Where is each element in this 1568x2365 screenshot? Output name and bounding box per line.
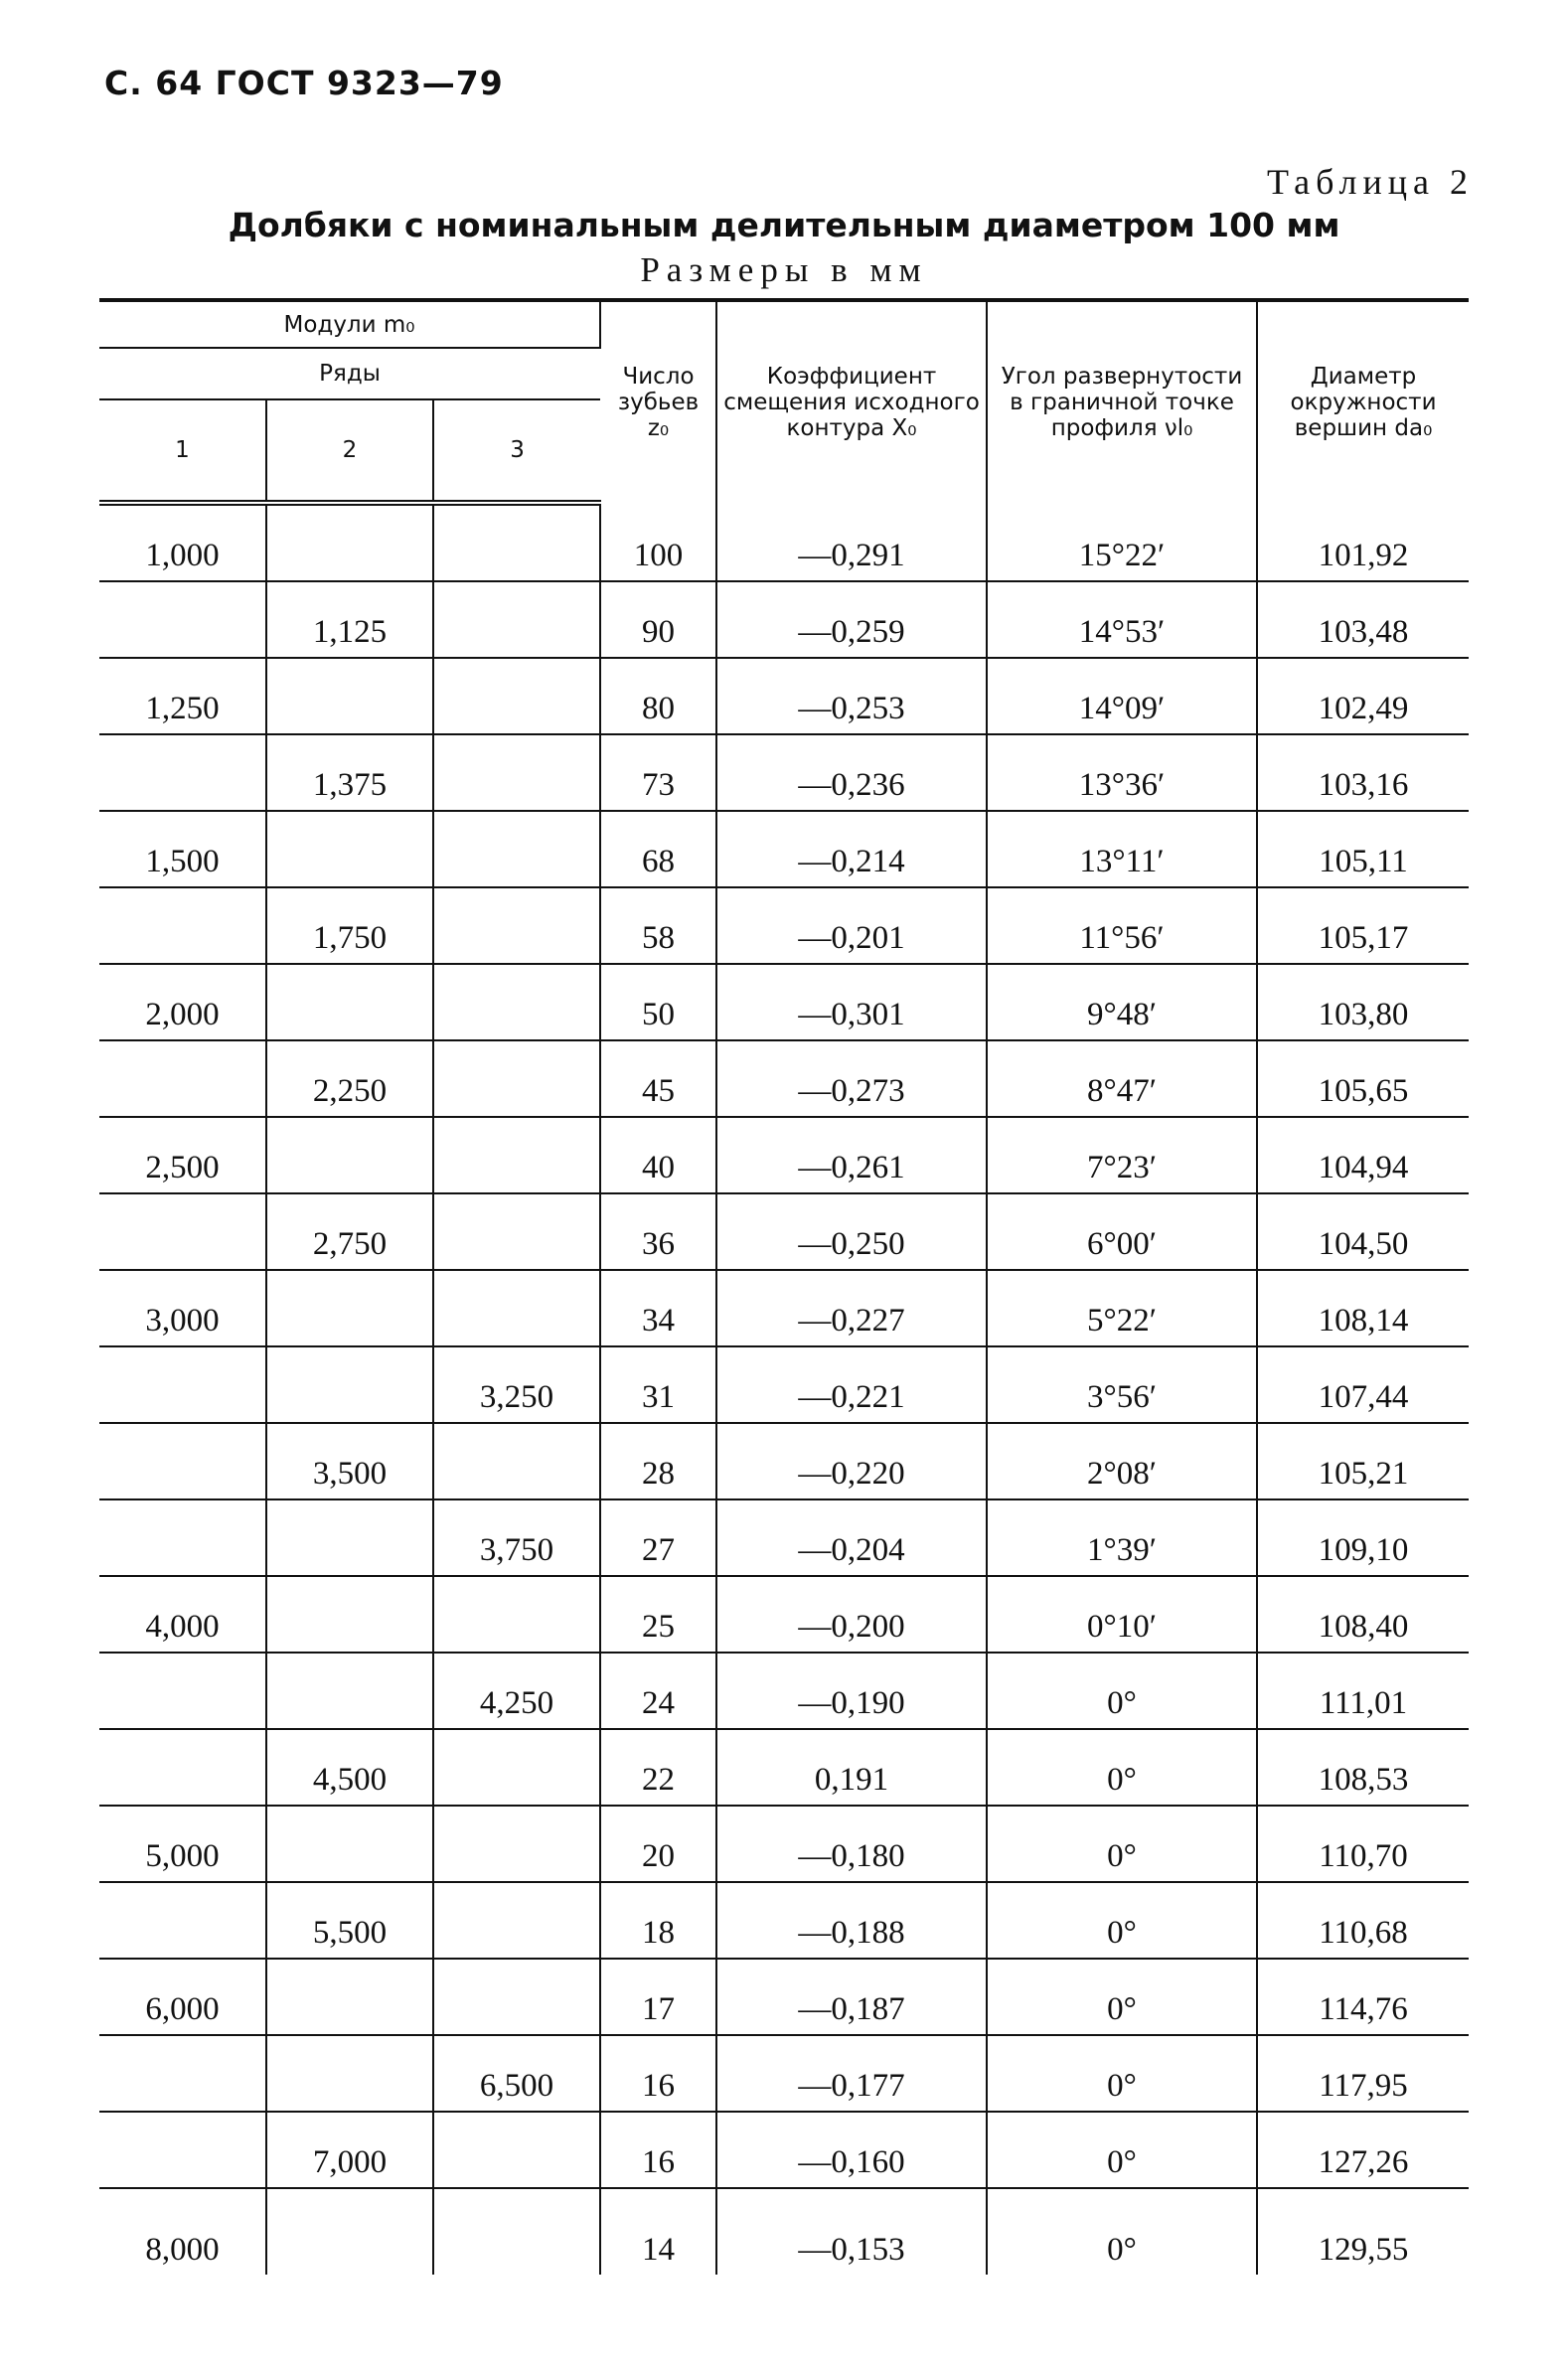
- table-row: [99, 1499, 1469, 1576]
- module-row-2-cell: 4,500: [266, 1729, 433, 1806]
- module-row-2-cell: [266, 1653, 433, 1729]
- angle-cell: 5°22′: [987, 1270, 1257, 1346]
- table-row: [99, 1729, 1469, 1806]
- table-row: [99, 2112, 1469, 2188]
- module-row-3-cell: [433, 734, 600, 811]
- module-row-1-cell: 2,500: [99, 1117, 266, 1193]
- teeth-count-cell: 20: [600, 1806, 716, 1882]
- teeth-count-cell: 27: [600, 1499, 716, 1576]
- module-row-3-cell: [433, 1193, 600, 1270]
- teeth-count-cell: 68: [600, 811, 716, 887]
- diameter-cell: 104,50: [1257, 1193, 1469, 1270]
- gear-shaper-cutters-table: [99, 298, 1469, 2275]
- module-row-1-cell: 3,000: [99, 1270, 266, 1346]
- module-row-3-cell: [433, 1270, 600, 1346]
- diameter-cell: 102,49: [1257, 658, 1469, 734]
- module-row-3-cell: 6,500: [433, 2035, 600, 2112]
- angle-cell: 14°53′: [987, 581, 1257, 658]
- angle-cell: 3°56′: [987, 1346, 1257, 1423]
- table-row: [99, 1270, 1469, 1346]
- module-row-1-cell: 8,000: [99, 2188, 266, 2275]
- module-row-2-cell: 1,375: [266, 734, 433, 811]
- module-row-2-cell: [266, 1959, 433, 2035]
- module-row-3-cell: [433, 658, 600, 734]
- module-row-1-cell: 1,250: [99, 658, 266, 734]
- angle-cell: 0°: [987, 2035, 1257, 2112]
- module-row-1-cell: [99, 1193, 266, 1270]
- table-row: [99, 1040, 1469, 1117]
- module-row-3-cell: [433, 1806, 600, 1882]
- module-row-1-cell: [99, 1499, 266, 1576]
- table-row: [99, 1346, 1469, 1423]
- diameter-cell: 103,80: [1257, 964, 1469, 1040]
- teeth-count-cell: 58: [600, 887, 716, 964]
- coefficient-cell: —0,236: [716, 734, 987, 811]
- diameter-cell: 103,48: [1257, 581, 1469, 658]
- angle-cell: 8°47′: [987, 1040, 1257, 1117]
- teeth-count-cell: 73: [600, 734, 716, 811]
- table-row: [99, 1423, 1469, 1499]
- module-row-2-cell: [266, 2035, 433, 2112]
- table-label: Таблица 2: [1267, 162, 1474, 202]
- module-row-3-cell: [433, 1423, 600, 1499]
- table-row: [99, 1117, 1469, 1193]
- table-row: [99, 1806, 1469, 1882]
- angle-cell: 0°: [987, 1653, 1257, 1729]
- angle-header: Угол развернутости в граничной точке профиля νl₀: [987, 300, 1257, 503]
- module-row-3-cell: [433, 2112, 600, 2188]
- coefficient-cell: —0,187: [716, 1959, 987, 2035]
- module-row-2-cell: [266, 1576, 433, 1653]
- coefficient-cell: —0,259: [716, 581, 987, 658]
- coefficient-cell: —0,201: [716, 887, 987, 964]
- module-row-3-cell: [433, 1117, 600, 1193]
- table-row: [99, 734, 1469, 811]
- module-row-1-cell: [99, 1653, 266, 1729]
- teeth-count-cell: 16: [600, 2112, 716, 2188]
- coefficient-cell: —0,200: [716, 1576, 987, 1653]
- row-1-header: 1: [99, 399, 266, 503]
- angle-cell: 9°48′: [987, 964, 1257, 1040]
- teeth-count-cell: 25: [600, 1576, 716, 1653]
- module-row-2-cell: [266, 1499, 433, 1576]
- module-row-1-cell: [99, 1346, 266, 1423]
- module-row-2-cell: 2,250: [266, 1040, 433, 1117]
- angle-cell: 14°09′: [987, 658, 1257, 734]
- rows-group-header: Ряды: [99, 348, 600, 399]
- coefficient-cell: —0,190: [716, 1653, 987, 1729]
- module-row-3-cell: [433, 811, 600, 887]
- page-header: С. 64 ГОСТ 9323—79: [104, 64, 504, 102]
- table-body: [99, 503, 1469, 2275]
- angle-cell: 0°: [987, 2188, 1257, 2275]
- diameter-cell: 127,26: [1257, 2112, 1469, 2188]
- module-row-1-cell: [99, 1423, 266, 1499]
- module-row-1-cell: [99, 2035, 266, 2112]
- diameter-cell: 129,55: [1318, 2232, 1409, 2268]
- module-row-2-cell: 1,125: [266, 581, 433, 658]
- module-row-1-cell: [99, 887, 266, 964]
- teeth-count-cell: 36: [600, 1193, 716, 1270]
- module-row-3-cell: [433, 1576, 600, 1653]
- table-row: [99, 1653, 1469, 1729]
- coefficient-cell: 0,191: [716, 1729, 987, 1806]
- diameter-cell: 104,94: [1257, 1117, 1469, 1193]
- diameter-cell: 105,17: [1257, 887, 1469, 964]
- coefficient-cell: —0,153: [716, 2188, 987, 2275]
- diameter-cell: 117,95: [1257, 2035, 1469, 2112]
- module-row-2-cell: 7,000: [266, 2112, 433, 2188]
- teeth-count-cell: 34: [600, 1270, 716, 1346]
- teeth-count-cell: 45: [600, 1040, 716, 1117]
- module-row-1-cell: 1,000: [99, 503, 266, 581]
- coefficient-cell: —0,250: [716, 1193, 987, 1270]
- diameter-cell: 108,53: [1257, 1729, 1469, 1806]
- coefficient-cell: —0,253: [716, 658, 987, 734]
- module-row-1-cell: 5,000: [99, 1806, 266, 1882]
- row-3-header: 3: [433, 399, 600, 503]
- module-row-3-cell: 3,750: [433, 1499, 600, 1576]
- teeth-count-cell: 80: [600, 658, 716, 734]
- teeth-count-cell: 14: [600, 2188, 716, 2275]
- module-row-2-cell: 1,750: [266, 887, 433, 964]
- module-row-3-cell: 3,250: [433, 1346, 600, 1423]
- angle-cell: 6°00′: [987, 1193, 1257, 1270]
- module-row-3-cell: [433, 964, 600, 1040]
- module-row-3-cell: [433, 1040, 600, 1117]
- diameter-cell: 110,68: [1257, 1882, 1469, 1959]
- module-row-2-cell: [266, 1346, 433, 1423]
- table-row: [99, 2035, 1469, 2112]
- units-caption: Размеры в мм: [640, 250, 928, 289]
- table-row: [99, 581, 1469, 658]
- angle-cell: 0°: [987, 1729, 1257, 1806]
- diameter-cell: 105,11: [1257, 811, 1469, 887]
- coefficient-cell: —0,301: [716, 964, 987, 1040]
- module-row-1-cell: 1,500: [99, 811, 266, 887]
- coefficient-cell: —0,177: [716, 2035, 987, 2112]
- angle-cell: 1°39′: [987, 1499, 1257, 1576]
- table-title: Долбяки с номинальным делительным диаметром 100 мм: [228, 206, 1340, 244]
- diameter-cell: 107,44: [1257, 1346, 1469, 1423]
- table-row: [99, 503, 1469, 581]
- teeth-count-cell: 18: [600, 1882, 716, 1959]
- module-row-3-cell: [433, 581, 600, 658]
- module-row-1-cell: [99, 581, 266, 658]
- diameter-cell: 105,21: [1257, 1423, 1469, 1499]
- module-row-1-cell: 4,000: [99, 1576, 266, 1653]
- teeth-count-cell: 40: [600, 1117, 716, 1193]
- teeth-count-cell: 24: [600, 1653, 716, 1729]
- module-row-2-cell: [266, 2188, 433, 2275]
- module-row-2-cell: [266, 964, 433, 1040]
- angle-cell: 7°23′: [987, 1117, 1257, 1193]
- module-row-3-cell: [433, 503, 600, 581]
- diameter-cell: 101,92: [1257, 503, 1469, 581]
- diameter-cell: 108,40: [1257, 1576, 1469, 1653]
- teeth-count-cell: 31: [600, 1346, 716, 1423]
- angle-cell: 0°: [987, 1959, 1257, 2035]
- table-row: [99, 658, 1469, 734]
- coefficient-cell: —0,261: [716, 1117, 987, 1193]
- table-row: [99, 1576, 1469, 1653]
- diameter-header: Диаметр окружности вершин da₀: [1257, 300, 1469, 503]
- diameter-cell: 108,14: [1257, 1270, 1469, 1346]
- module-row-1-cell: 6,000: [99, 1959, 266, 2035]
- module-row-1-cell: [99, 734, 266, 811]
- module-row-1-cell: 2,000: [99, 964, 266, 1040]
- table-row: [99, 1959, 1469, 2035]
- module-row-2-cell: 5,500: [266, 1882, 433, 1959]
- diameter-cell: 111,01: [1257, 1653, 1469, 1729]
- module-row-3-cell: [433, 1882, 600, 1959]
- module-row-3-cell: [433, 2188, 600, 2275]
- diameter-cell: 114,76: [1257, 1959, 1469, 2035]
- teeth-count-cell: 22: [600, 1729, 716, 1806]
- module-row-3-cell: [433, 1959, 600, 2035]
- coefficient-cell: —0,188: [716, 1882, 987, 1959]
- coefficient-cell: —0,180: [716, 1806, 987, 1882]
- module-row-1-cell: [99, 1040, 266, 1117]
- angle-cell: 2°08′: [987, 1423, 1257, 1499]
- coefficient-cell: —0,214: [716, 811, 987, 887]
- angle-cell: 13°36′: [987, 734, 1257, 811]
- table-row: [99, 1882, 1469, 1959]
- teeth-count-cell: 17: [600, 1959, 716, 2035]
- coefficient-cell: —0,204: [716, 1499, 987, 1576]
- module-row-2-cell: [266, 658, 433, 734]
- module-row-1-cell: [99, 1882, 266, 1959]
- modules-header: Модули m₀: [99, 300, 600, 348]
- module-row-2-cell: 3,500: [266, 1423, 433, 1499]
- teeth-count-cell: 50: [600, 964, 716, 1040]
- coefficient-cell: —0,227: [716, 1270, 987, 1346]
- teeth-count-cell: 16: [600, 2035, 716, 2112]
- module-row-2-cell: [266, 1270, 433, 1346]
- angle-cell: 0°: [987, 1882, 1257, 1959]
- module-row-2-cell: [266, 1806, 433, 1882]
- teeth-count-cell: 100: [600, 503, 716, 581]
- angle-cell: 11°56′: [987, 887, 1257, 964]
- teeth-count-cell: 90: [600, 581, 716, 658]
- angle-cell: 0°: [987, 2112, 1257, 2188]
- module-row-1-cell: [99, 2112, 266, 2188]
- angle-cell: 13°11′: [987, 811, 1257, 887]
- table-row: [99, 811, 1469, 887]
- module-row-3-cell: 4,250: [433, 1653, 600, 1729]
- table-row: [99, 2188, 1469, 2275]
- coefficient-cell: —0,273: [716, 1040, 987, 1117]
- module-row-2-cell: 2,750: [266, 1193, 433, 1270]
- module-row-1-cell: [99, 1729, 266, 1806]
- coefficient-cell: —0,221: [716, 1346, 987, 1423]
- diameter-cell: 109,10: [1257, 1499, 1469, 1576]
- table-row: [99, 964, 1469, 1040]
- diameter-cell: 110,70: [1257, 1806, 1469, 1882]
- table-row: [99, 1193, 1469, 1270]
- diameter-cell: 103,16: [1257, 734, 1469, 811]
- teeth-count-cell: 28: [600, 1423, 716, 1499]
- angle-cell: 0°: [987, 1806, 1257, 1882]
- coefficient-cell: —0,220: [716, 1423, 987, 1499]
- row-2-header: 2: [266, 399, 433, 503]
- angle-cell: 0°10′: [987, 1576, 1257, 1653]
- table-row: [99, 887, 1469, 964]
- coefficient-cell: —0,291: [716, 503, 987, 581]
- angle-cell: 15°22′: [987, 503, 1257, 581]
- module-row-3-cell: [433, 887, 600, 964]
- module-row-2-cell: [266, 1117, 433, 1193]
- module-row-2-cell: [266, 503, 433, 581]
- module-row-2-cell: [266, 811, 433, 887]
- coefficient-cell: —0,160: [716, 2112, 987, 2188]
- teeth-count-header: Число зубьев z₀: [600, 300, 716, 503]
- module-row-3-cell: [433, 1729, 600, 1806]
- diameter-cell: 105,65: [1257, 1040, 1469, 1117]
- coefficient-header: Коэффициент смещения исходного контура X₀: [716, 300, 987, 503]
